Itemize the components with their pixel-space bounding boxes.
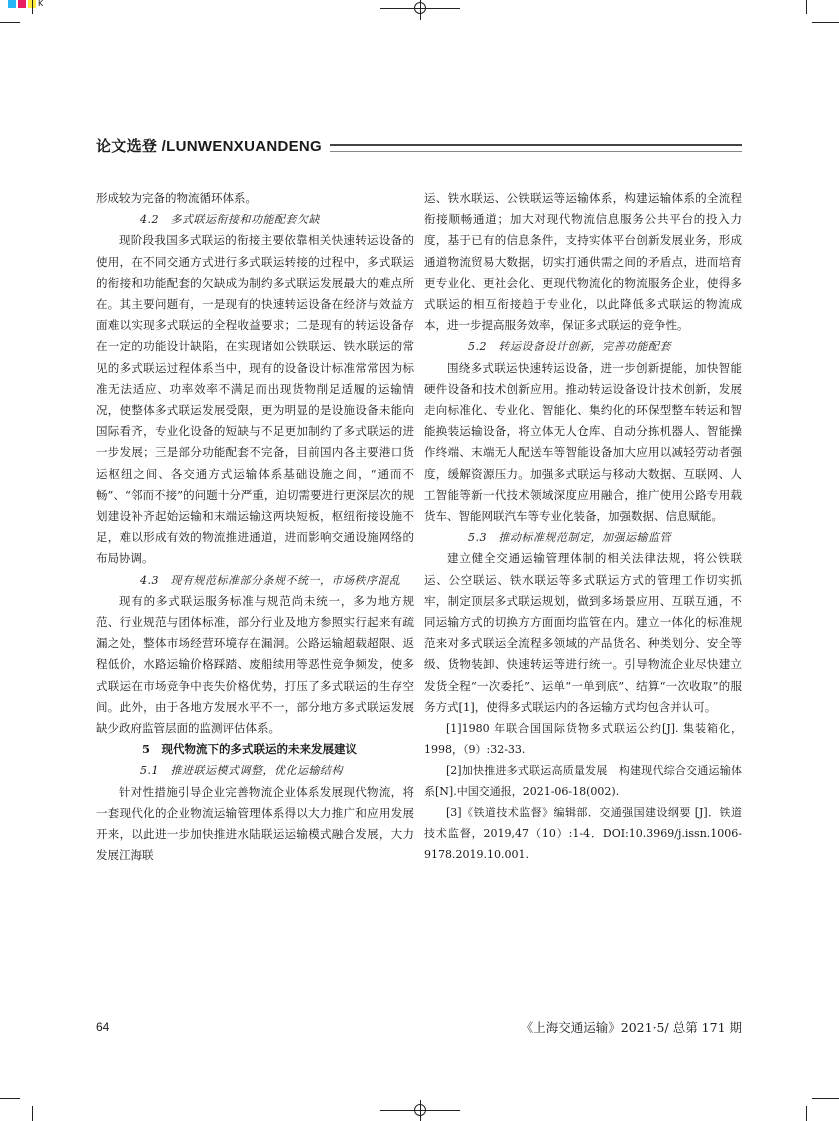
swatch-label: K: [38, 0, 44, 8]
header-rule: [330, 144, 742, 152]
crop-mark: [32, 0, 33, 14]
paragraph: 形成较为完备的物流循环体系。: [96, 191, 257, 205]
paragraph: 针对性措施引导企业完善物流企业体系发展现代物流，将一套现代化的企业物流运输管理体系得以大力推广和应用发展开来，以此进一步加快推进水陆联运运输模式融合发展，大力发展江海联: [96, 784, 414, 863]
subsection-heading: 4.3 现有规范标准部分条规不统一，市场秩序混乱: [140, 573, 401, 587]
reference-item: [3]《铁道技术监督》编辑部．交通强国建设纲要 [J]．铁道技术监督，2019,47（10）:1-4．DOI:10.3969/j.issn.1006-9178.2019.10.001.: [424, 806, 742, 862]
crop-mark: [812, 1098, 839, 1099]
paragraph: 围绕多式联运快速转运设备，进一步创新提能，加快智能硬件设备和技术创新应用。推动转运设备设计技术创新，发展走向标准化、专业化、智能化、集约化的环保型整车转运和智能换装运输设备，将立体无人仓库、自动分拣机器人、智能操作终端、末端无人配送车等智能设备加大应用以减轻劳动者强度，缓解资源压力。加强多式联运与移动大数据、互联网、人工智能等新一代技术领域深度应用融合，推广使用公路专用载货车、智能网联汽车等专业化装备，加强数据、信息赋能。: [424, 360, 742, 524]
registration-circle: [414, 2, 426, 14]
reference-item: [1]1980 年联合国国际货物多式联运公约[J]. 集装箱化，1998，（9）:32-33.: [424, 722, 742, 757]
right-column: [424, 188, 742, 988]
crop-mark: [812, 22, 839, 23]
subsection-heading: 5.2 转运设备设计创新，完善功能配套: [468, 340, 671, 354]
subsection-heading: 5.3 推动标准规范制定，加强运输监管: [468, 531, 671, 545]
crop-mark: [806, 0, 807, 14]
reference-item: [2]加快推进多式联运高质量发展 构建现代综合交通运输体系[N].中国交通报，2021-06-18(002).: [424, 764, 742, 799]
crop-mark: [0, 1098, 20, 1099]
section-title: 论文选登 /LUNWENXUANDENG: [96, 138, 322, 155]
crop-mark: [806, 1106, 807, 1121]
page-number: 64: [96, 1020, 110, 1034]
crop-mark: [0, 22, 20, 23]
subsection-heading: 4.2 多式联运衔接和功能配套欠缺: [140, 213, 320, 227]
paragraph: 建立健全交通运输管理体制的相关法律法规，将公铁联运、公空联运、铁水联运等多式联运方式的管理工作切实抓牢，制定顶层多式联运规划，做到多场景应用、互联互通，不同运输方式的切换方方面面均监管在内。建立一体化的标准规范来对多式联运全流程多领域的产品货名、种类划分、安全等级、货物装卸、快速转运等进行统一。引导物流企业尽快建立发货全程“一次委托”、运单“一单到底”、结算“一次收取”的服务方式[1]，使得多式联运内的各运输方式均包含并认可。: [424, 551, 742, 714]
running-header: [96, 134, 742, 156]
left-column: [96, 188, 414, 988]
journal-citation: 《上海交通运输》2021·5/ 总第 171 期: [520, 1020, 742, 1035]
paragraph: 现阶段我国多式联运的衔接主要依靠相关快速转运设备的使用，在不同交通方式进行多式联运转接的过程中，多式联运的衔接和功能配套的欠缺成为制约多式联运发展最大的难点所在。其主要问题有，一是现有的快速转运设备在经济与效益方面难以实现多式联运的全程收益要求；二是现有的转运设备存在一定的功能设计缺陷，在实现诸如公铁联运、铁水联运的常见的多式联运过程体系当中，现有的设备设计标准常常因为标准无法适应、功率效率不满足而出现货物削足适履的运输情况，使整体多式联运发展受限，更为明显的是设施设备未能向国际看齐，专业化设备的短缺与不足更加制约了多式联运的进一步发展；三是部分功能配套不完备，目前国内各主要港口货运枢纽之间、各交通方式运输体系基础设施之间，“通而不畅”、“邻而不接”的问题十分严重，迫切需要进行更深层次的规划建设补齐起始运输和末端运输这两块短板，枢纽衔接设施不足，难以形成有效的物流推进通道，进而影响交通设施网络的布局协调。: [96, 233, 414, 566]
color-swatch-strip: [8, 0, 43, 8]
paragraph: 运、铁水联运、公铁联运等运输体系，构建运输体系的全流程衔接顺畅通道；加大对现代物流信息服务公共平台的投入力度，基于已有的信息条件，支持实体平台创新发展业务，形成通道物流贸易大数据，切实打通供需之间的矛盾点，进而培育更专业化、更社会化、更现代物流化的物流服务企业，使得多式联运的相互衔接趋于专业化，以此降低多式联运的物流成本，进一步提高服务效率，保证多式联运的竞争性。: [424, 191, 742, 333]
section-heading: 5 现代物流下的多式联运的未来发展建议: [142, 742, 357, 757]
swatch-cyan: [8, 0, 16, 8]
swatch-magenta: [18, 0, 26, 8]
paragraph: 现有的多式联运服务标准与规范尚未统一，多为地方规范、行业规范与团体标准，部分行业及地方参照实行起来有疏漏之处，整体市场经营环境存在漏洞。公路运输超载超限、返程低价，水路运输价格踩踏、废船续用等恶性竞争频发，使多式联运在市场竞争中丧失价格优势，打压了多式联运的生存空间。此外，由于各地方发展水平不一，部分地方多式联运发展缺少政府监管层面的监测评估体系。: [96, 593, 414, 736]
registration-circle: [414, 1104, 426, 1116]
crop-mark: [32, 1106, 33, 1121]
subsection-heading: 5.1 推进联运模式调整，优化运输结构: [140, 764, 343, 778]
